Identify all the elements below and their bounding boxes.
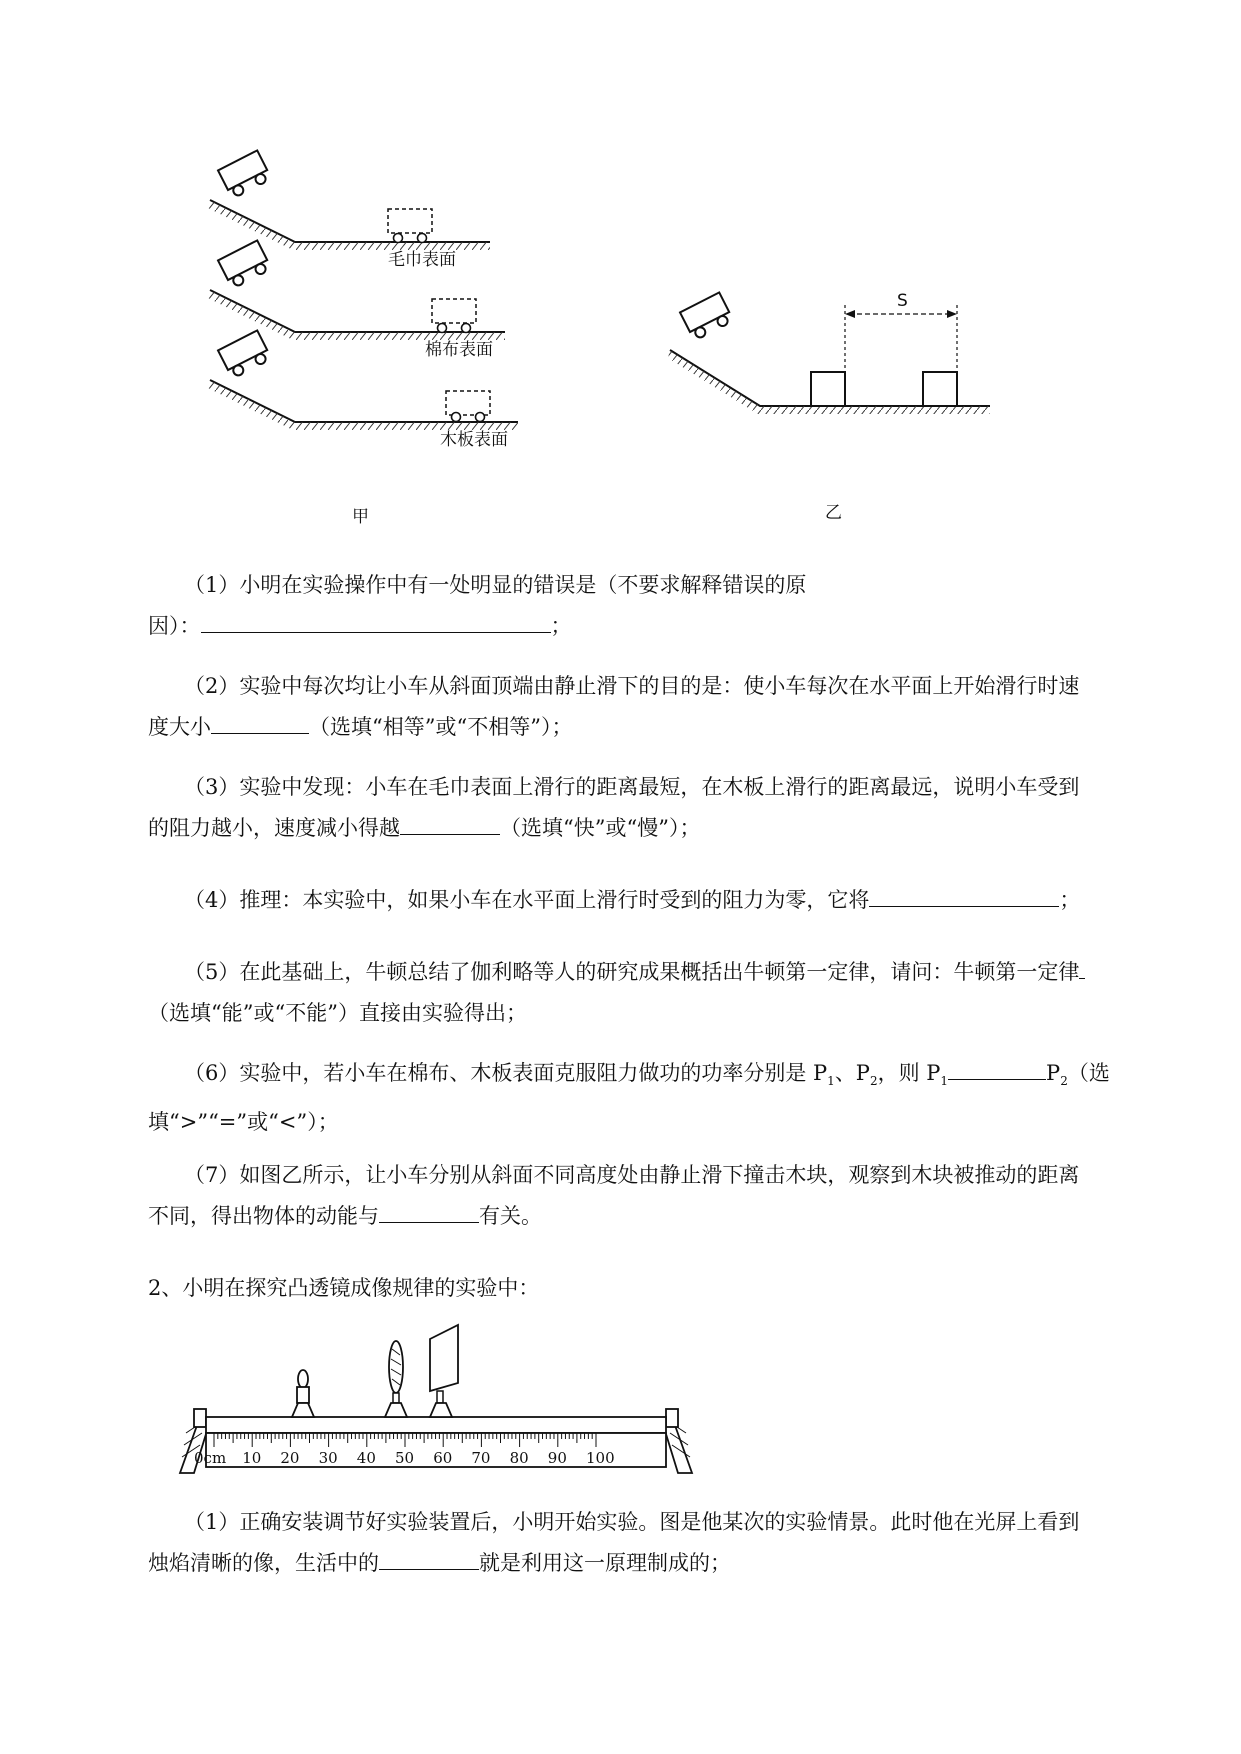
q1-part-6-lead-c: ，则 P [877, 1061, 941, 1085]
wood-block-start [811, 372, 845, 406]
q2-part-1-tail-a: 烛焰清晰的像，生活中的 [148, 1551, 379, 1575]
ruler-label: 50 [395, 1449, 415, 1467]
q2-part-1 [148, 1502, 1146, 1584]
subscript: 1 [940, 1074, 949, 1089]
ruler-label: 60 [433, 1449, 453, 1467]
q1-part-6-lead-e: （选 [1067, 1061, 1110, 1085]
q1-part-3-tail-a: 的阻力越小，速度减小得越 [148, 816, 400, 840]
ruler-label: 0cm [194, 1449, 227, 1467]
optical-rail [206, 1417, 666, 1433]
q1-part-3-tail-b: （选填“快”或“慢”）； [500, 816, 701, 840]
q1-part-5 [148, 952, 1146, 1034]
q2-heading-text: 2、小明在探究凸透镜成像规律的实验中： [148, 1276, 540, 1300]
figure-caption-yi: 乙 [825, 503, 842, 523]
light-screen [430, 1325, 458, 1417]
q1-part-7 [148, 1155, 1146, 1237]
q1-part-5-tail: （选填“能”或“不能”）直接由实验得出； [148, 1001, 527, 1025]
optical-bench-figure [172, 1325, 707, 1485]
ruler-label: 30 [318, 1449, 338, 1467]
answer-blank-3[interactable] [400, 812, 500, 835]
q2-part-1-lead: （1）正确安装调节好实验装置后，小明开始实验。图是他某次的实验情景。此时他在光屏上看到 [184, 1510, 1080, 1534]
distance-label: S [897, 291, 908, 311]
q1-part-2-tail-a: 度大小 [148, 715, 211, 739]
answer-blank-q2-1[interactable] [379, 1547, 479, 1570]
incline-track-towel [208, 150, 490, 250]
q1-part-1-lead: （1）小明在实验操作中有一处明显的错误是（不要求解释错误的原 [184, 573, 807, 597]
ruler-label: 100 [586, 1449, 615, 1467]
q1-part-4-end: ； [1059, 888, 1081, 912]
q2-part-1-tail-b: 就是利用这一原理制成的； [479, 1551, 731, 1575]
ruler-labels [194, 1449, 615, 1467]
ruler-label: 90 [547, 1449, 567, 1467]
ruler-label: 80 [509, 1449, 529, 1467]
q1-part-6-tail: 填“>”“=”或“<”）； [148, 1110, 339, 1135]
q1-part-6 [148, 1053, 1146, 1143]
q1-part-7-lead: （7）如图乙所示，让小车分别从斜面不同高度处由静止滑下撞击木块，观察到木块被推动的距离 [184, 1163, 1080, 1187]
ruler-label: 10 [242, 1449, 262, 1467]
q1-part-1-tail: 因）： [148, 614, 201, 638]
q1-part-1 [148, 565, 1146, 647]
surface-label-cotton: 棉布表面 [425, 340, 493, 360]
answer-blank-1[interactable] [201, 610, 551, 633]
ruler-label: 70 [471, 1449, 491, 1467]
subscript: 1 [827, 1074, 835, 1089]
cart [680, 292, 734, 340]
answer-blank-7[interactable] [379, 1200, 479, 1223]
surface-label-wood: 木板表面 [440, 430, 508, 450]
q1-part-7-tail-b: 有关。 [479, 1204, 542, 1228]
q1-part-2-tail-b: （选填“相等”或“不相等”）； [309, 715, 573, 739]
answer-blank-6[interactable] [948, 1057, 1046, 1080]
figure-jia [200, 160, 560, 540]
subscript: 2 [869, 1074, 878, 1089]
q1-part-5-lead: （5）在此基础上，牛顿总结了伽利略等人的研究成果概括出牛顿第一定律，请问：牛顿第一定律 [184, 960, 1080, 984]
q1-part-6-lead-b: 、P [834, 1061, 870, 1085]
q1-part-7-tail-a: 不同，得出物体的动能与 [148, 1204, 379, 1228]
q1-part-4 [148, 880, 1146, 921]
wood-block-end [923, 372, 957, 406]
q1-part-6-lead-a: （6）实验中，若小车在棉布、木板表面克服阻力做功的功率分别是 P [184, 1061, 828, 1085]
q1-part-6-lead-d: P [1046, 1061, 1061, 1085]
q1-part-4-lead: （4）推理：本实验中，如果小车在水平面上滑行时受到的阻力为零，它将 [184, 888, 870, 912]
answer-blank-5[interactable] [1079, 956, 1085, 979]
q1-part-3-lead: （3）实验中发现：小车在毛巾表面上滑行的距离最短，在木板上滑行的距离最远，说明小车受到 [184, 775, 1080, 799]
figure-yi [665, 291, 995, 530]
surface-label-towel: 毛巾表面 [388, 250, 456, 270]
figure-caption-jia: 甲 [352, 507, 369, 527]
q1-part-3 [148, 767, 1146, 849]
answer-blank-4[interactable] [869, 884, 1059, 907]
incline-track-cotton [208, 240, 505, 340]
answer-blank-2[interactable] [211, 711, 309, 734]
q1-part-2 [148, 666, 1146, 748]
subscript: 2 [1060, 1074, 1068, 1089]
convex-lens [385, 1341, 407, 1417]
q2-heading [148, 1268, 1146, 1309]
ruler-label: 20 [280, 1449, 300, 1467]
candle [292, 1370, 314, 1417]
q1-part-2-lead: （2）实验中每次均让小车从斜面顶端由静止滑下的目的是：使小车每次在水平面上开始滑行时速 [184, 674, 1080, 698]
q1-part-1-end: ； [550, 614, 572, 638]
ruler-label: 40 [356, 1449, 376, 1467]
